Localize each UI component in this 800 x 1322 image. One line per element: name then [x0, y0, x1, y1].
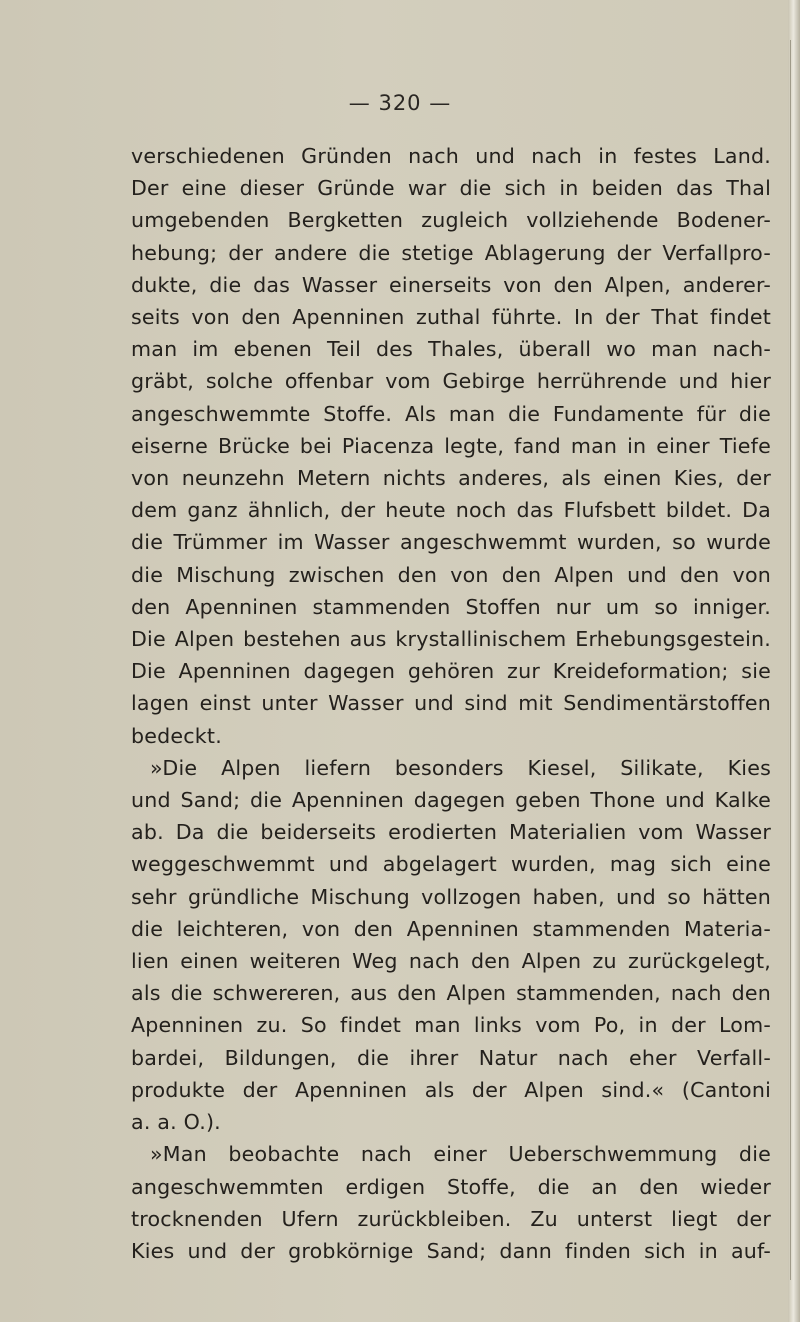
- text-line: verschiedenen Gründen nach und nach in festes Land.: [131, 144, 771, 168]
- text-line: dukte, die das Wasser einerseits von den Alpen, anderer-: [131, 272, 771, 297]
- text-line: »Die Alpen liefern besonders Kiesel, Silikate, Kies: [150, 755, 771, 780]
- text-line: ab. Da die beiderseits erodierten Materialien vom Wasser: [131, 820, 771, 845]
- text-line: lien einen weiteren Weg nach den Alpen zu zurückgelegt,: [131, 949, 771, 974]
- text-line: »Man beobachte nach einer Ueberschwemmung die: [150, 1142, 771, 1167]
- page-edge: [788, 0, 800, 1322]
- text-line: Der eine dieser Gründe war die sich in beiden das Thal: [131, 176, 771, 201]
- text-line: sehr gründliche Mischung vollzogen haben, und so hätten: [131, 884, 771, 909]
- text-line: die Trümmer im Wasser angeschwemmt wurden, so wurde: [131, 530, 771, 555]
- text-line: angeschwemmte Stoffe. Als man die Fundamente für die: [131, 401, 771, 426]
- text-line: lagen einst unter Wasser und sind mit Sendimentärstoffen: [131, 691, 771, 716]
- text-line: hebung; der andere die stetige Ablagerung der Verfallpro-: [131, 240, 771, 265]
- text-line: eiserne Brücke bei Piacenza legte, fand man in einer Tiefe: [131, 433, 771, 458]
- text-line: die leichteren, von den Apenninen stammenden Materia-: [131, 916, 771, 941]
- page-number-header: — 320 —: [348, 91, 452, 115]
- text-line: bardei, Bildungen, die ihrer Natur nach eher Verfall-: [131, 1045, 771, 1070]
- text-line: man im ebenen Teil des Thales, überall wo man nach-: [131, 337, 771, 362]
- text-line: als die schwereren, aus den Alpen stammenden, nach den: [131, 981, 771, 1006]
- text-line: produkte der Apenninen als der Alpen sind.« (Cantoni: [131, 1077, 771, 1102]
- text-line: und Sand; die Apenninen dagegen geben Thone und Kalke: [131, 788, 771, 813]
- text-line: trocknenden Ufern zurückbleiben. Zu unterst liegt der: [131, 1206, 771, 1231]
- text-line: bedeckt.: [131, 723, 222, 748]
- text-line: von neunzehn Metern nichts anderes, als einen Kies, der: [131, 466, 771, 491]
- text-line: Apenninen zu. So findet man links vom Po, in der Lom-: [131, 1013, 771, 1038]
- text-line: Die Alpen bestehen aus krystallinischem Erhebungsgestein.: [131, 627, 771, 652]
- text-line: angeschwemmten erdigen Stoffe, die an den wieder: [131, 1174, 771, 1199]
- text-line: weggeschwemmt und abgelagert wurden, mag sich eine: [131, 852, 771, 877]
- text-line: gräbt, solche offenbar vom Gebirge herrührende und hier: [131, 369, 771, 394]
- text-line: den Apenninen stammenden Stoffen nur um so inniger.: [131, 594, 771, 619]
- text-line: Kies und der grobkörnige Sand; dann finden sich in auf-: [131, 1238, 771, 1263]
- text-line: die Mischung zwischen den von den Alpen und den von: [131, 562, 771, 587]
- text-line: dem ganz ähnlich, der heute noch das Flufsbett bildet. Da: [131, 498, 771, 523]
- text-line: a. a. O.).: [131, 1110, 221, 1135]
- text-line: umgebenden Bergketten zugleich vollziehende Bodener-: [131, 208, 771, 233]
- text-line: seits von den Apenninen zuthal führte. In der That findet: [131, 305, 771, 330]
- text-line: Die Apenninen dagegen gehören zur Kreideformation; sie: [131, 659, 771, 684]
- body-text: [131, 140, 771, 1267]
